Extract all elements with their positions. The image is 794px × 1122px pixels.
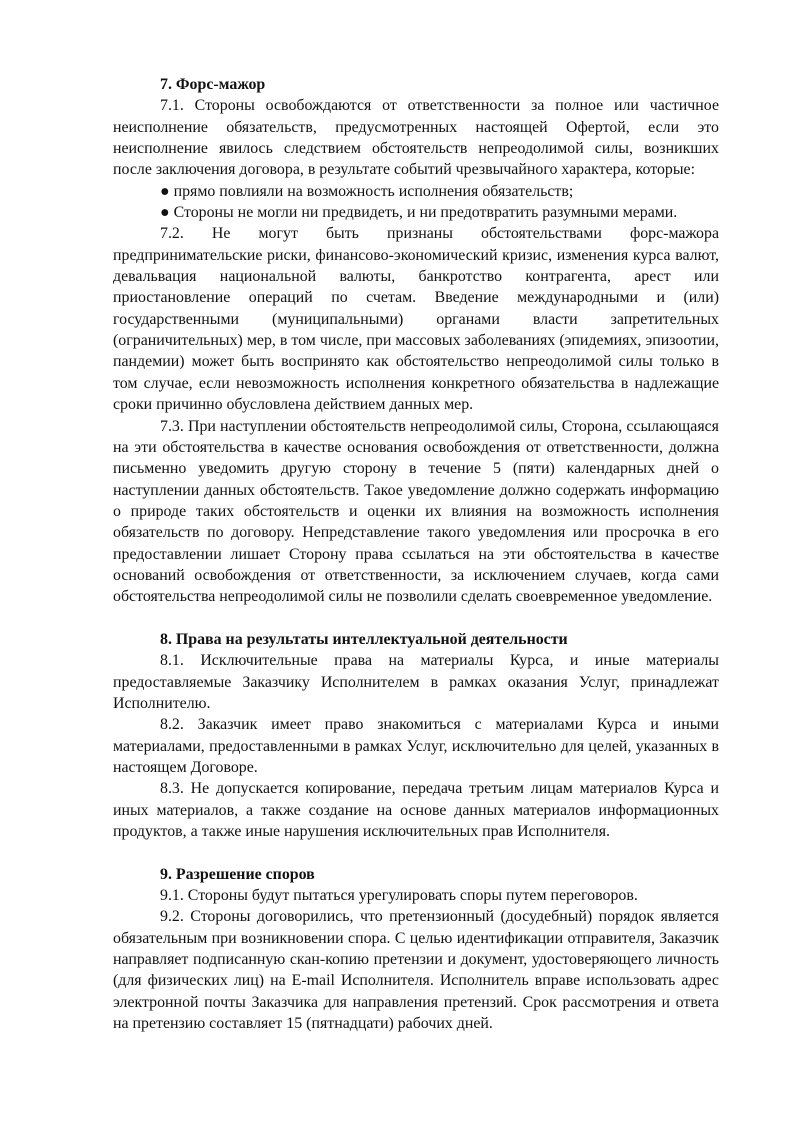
bullet-item: ● Стороны не могли ни предвидеть, и ни предотвратить разумными мерами. xyxy=(160,204,678,222)
section-heading: 8. Права на результаты интеллектуальной деятельности xyxy=(160,630,568,648)
section-dispute-resolution xyxy=(113,864,719,1035)
section-heading: 7. Форс-мажор xyxy=(160,76,266,93)
section-spacer xyxy=(113,842,719,863)
section-force-majeure xyxy=(113,74,719,608)
bullet-item: ● прямо повлияли на возможность исполнения обязательств; xyxy=(160,182,574,200)
paragraph-7-1: 7.1. Стороны освобождаются от ответственности за полное или частичное неисполнение обязательств, предусмотренных настоящей Офертой, если это неисполнение явилось следствием обстоятельств непреодолимой силы, возникших после заключения договора, в результате событий чрезвычайного характера, которые: xyxy=(113,97,719,179)
paragraph-8-1: 8.1. Исключительные права на материалы Курса, и иные материалы предоставляемые Заказчику Исполнителем в рамках оказания Услуг, принадлежат Исполнителю. xyxy=(113,652,719,712)
paragraph-8-2: 8.2. Заказчик имеет право знакомиться с материалами Курса и иными материалами, предоставленными в рамках Услуг, исключительно для целей, указанных в настоящем Договоре. xyxy=(113,716,719,776)
paragraph-7-2: 7.2. Не могут быть признаны обстоятельствами форс-мажора предпринимательские риски, финансово-экономический кризис, изменения курса валют, девальвация национальной валюты, банкротство контрагента, арест или приостановление операций по счетам. Введение международными и (или) государственными (муниципальными) органами власти запретительных (ограничительных) мер, в том числе, при массовых заболеваниях (эпидемиях, эпизоотии, пандемии) может быть воспринято как обстоятельство непреодолимой силы только в том случае, если невозможность исполнения конкретного обязательства в надлежащие сроки причинно обусловлена действием данных мер. xyxy=(113,225,719,414)
section-intellectual-property xyxy=(113,629,719,842)
section-spacer xyxy=(113,608,719,629)
paragraph-9-1: 9.1. Стороны будут пытаться урегулировать споры путем переговоров. xyxy=(160,887,638,905)
section-heading: 9. Разрешение споров xyxy=(160,865,315,883)
paragraph-7-3: 7.3. При наступлении обстоятельств непреодолимой силы, Сторона, ссылающаяся на эти обстоятельства в качестве основания освобождения от ответственности, должна письменно уведомить другую сторону в течение 5 (пяти) календарных дней о наступлении данных обстоятельств. Такое уведомление должно содержать информацию о природе таких обстоятельств и оценки их влияния на возможность исполнения обязательств по договору. Непредставление такого уведомления или просрочка в его предоставлении лишает Сторону права ссылаться на эти обстоятельства в качестве оснований освобождения от ответственности, за исключением случаев, когда сами обстоятельства непреодолимой силы не позволили сделать своевременное уведомление. xyxy=(113,417,719,606)
paragraph-8-3: 8.3. Не допускается копирование, передача третьим лицам материалов Курса и иных материалов, а также создание на основе данных материалов информационных продуктов, а также иные нарушения исключительных прав Исполнителя. xyxy=(113,780,719,841)
paragraph-9-2: 9.2. Стороны договорились, что претензионный (досудебный) порядок является обязательным при возникновении спора. С целью идентификации отправителя, Заказчик направляет подписанную скан-копию претензии и документ, удостоверяющего личность (для физических лиц) на E-mail Исполнителя. Исполнитель вправе использовать адрес электронной почты Заказчика для направления претензий. Срок рассмотрения и ответа на претензию составляет 15 (пятнадцати) рабочих дней. xyxy=(113,908,719,1033)
document-page xyxy=(113,74,719,1034)
